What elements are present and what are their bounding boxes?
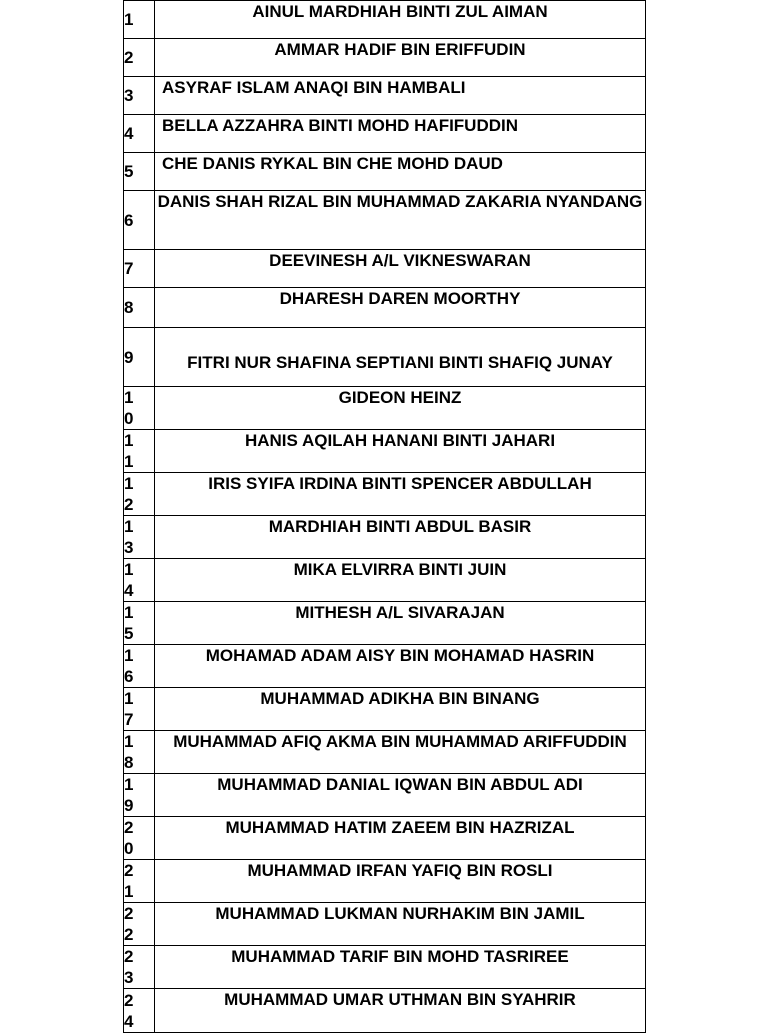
row-number: 19 xyxy=(124,774,155,817)
student-name: CHE DANIS RYKAL BIN CHE MOHD DAUD xyxy=(155,153,646,191)
student-name: AMMAR HADIF BIN ERIFFUDIN xyxy=(155,39,646,77)
row-number: 2 xyxy=(124,39,155,77)
row-number: 16 xyxy=(124,645,155,688)
table-row xyxy=(124,191,646,250)
row-number: 13 xyxy=(124,516,155,559)
row-number: 9 xyxy=(124,328,155,387)
roster-body xyxy=(124,1,646,1033)
table-row xyxy=(124,516,646,559)
table-row xyxy=(124,602,646,645)
table-row xyxy=(124,430,646,473)
row-number: 3 xyxy=(124,77,155,115)
student-name: MUHAMMAD UMAR UTHMAN BIN SYAHRIR xyxy=(155,989,646,1033)
row-number: 23 xyxy=(124,946,155,989)
student-name: IRIS SYIFA IRDINA BINTI SPENCER ABDULLAH xyxy=(155,473,646,516)
row-number: 20 xyxy=(124,817,155,860)
table-row xyxy=(124,817,646,860)
student-name: MUHAMMAD TARIF BIN MOHD TASRIREE xyxy=(155,946,646,989)
student-name: GIDEON HEINZ xyxy=(155,387,646,430)
row-number: 15 xyxy=(124,602,155,645)
student-name: DHARESH DAREN MOORTHY xyxy=(155,288,646,328)
student-name: ASYRAF ISLAM ANAQI BIN HAMBALI xyxy=(155,77,646,115)
table-row xyxy=(124,688,646,731)
student-name: MIKA ELVIRRA BINTI JUIN xyxy=(155,559,646,602)
table-row xyxy=(124,946,646,989)
student-name: MARDHIAH BINTI ABDUL BASIR xyxy=(155,516,646,559)
table-row xyxy=(124,39,646,77)
table-row xyxy=(124,774,646,817)
row-number: 6 xyxy=(124,191,155,250)
student-roster-table xyxy=(123,0,646,1033)
table-row xyxy=(124,77,646,115)
student-name: BELLA AZZAHRA BINTI MOHD HAFIFUDDIN xyxy=(155,115,646,153)
table-row xyxy=(124,250,646,288)
student-name: MUHAMMAD LUKMAN NURHAKIM BIN JAMIL xyxy=(155,903,646,946)
row-number: 1 xyxy=(124,1,155,39)
row-number: 7 xyxy=(124,250,155,288)
row-number: 17 xyxy=(124,688,155,731)
row-number: 22 xyxy=(124,903,155,946)
table-row xyxy=(124,153,646,191)
student-name: MUHAMMAD ADIKHA BIN BINANG xyxy=(155,688,646,731)
row-number: 18 xyxy=(124,731,155,774)
table-row xyxy=(124,387,646,430)
table-row xyxy=(124,645,646,688)
row-number: 14 xyxy=(124,559,155,602)
row-number: 10 xyxy=(124,387,155,430)
row-number: 5 xyxy=(124,153,155,191)
table-row xyxy=(124,328,646,387)
student-name: MUHAMMAD IRFAN YAFIQ BIN ROSLI xyxy=(155,860,646,903)
student-name: MOHAMAD ADAM AISY BIN MOHAMAD HASRIN xyxy=(155,645,646,688)
table-row xyxy=(124,860,646,903)
table-row xyxy=(124,903,646,946)
row-number: 21 xyxy=(124,860,155,903)
table-row xyxy=(124,1,646,39)
row-number: 11 xyxy=(124,430,155,473)
student-name: MUHAMMAD HATIM ZAEEM BIN HAZRIZAL xyxy=(155,817,646,860)
student-name: MITHESH A/L SIVARAJAN xyxy=(155,602,646,645)
table-row xyxy=(124,559,646,602)
student-name: MUHAMMAD AFIQ AKMA BIN MUHAMMAD ARIFFUDDIN xyxy=(155,731,646,774)
student-name: MUHAMMAD DANIAL IQWAN BIN ABDUL ADI xyxy=(155,774,646,817)
table-row xyxy=(124,989,646,1033)
student-name: HANIS AQILAH HANANI BINTI JAHARI xyxy=(155,430,646,473)
table-row xyxy=(124,731,646,774)
row-number: 24 xyxy=(124,989,155,1033)
table-row xyxy=(124,115,646,153)
table-row xyxy=(124,288,646,328)
student-name: AINUL MARDHIAH BINTI ZUL AIMAN xyxy=(155,1,646,39)
student-name: DANIS SHAH RIZAL BIN MUHAMMAD ZAKARIA NYANDANG xyxy=(155,191,646,250)
table-row xyxy=(124,473,646,516)
student-name: FITRI NUR SHAFINA SEPTIANI BINTI SHAFIQ JUNAY xyxy=(155,328,646,387)
row-number: 8 xyxy=(124,288,155,328)
row-number: 4 xyxy=(124,115,155,153)
student-name: DEEVINESH A/L VIKNESWARAN xyxy=(155,250,646,288)
row-number: 12 xyxy=(124,473,155,516)
